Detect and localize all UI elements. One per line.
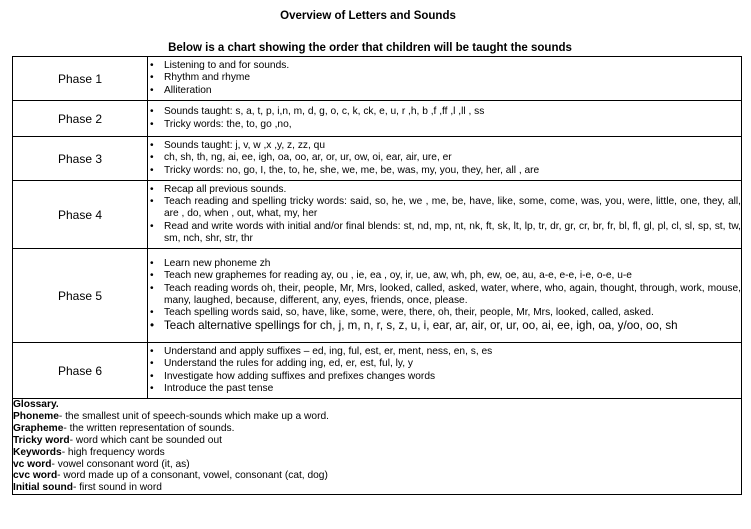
list-item: • ch, sh, th, ng, ai, ee, igh, oa, oo, ar, or, ur, ow, oi, ear, air, ure, er — [148, 152, 741, 164]
glossary-entry — [13, 447, 741, 459]
page-title: Overview of Letters and Sounds — [280, 10, 456, 22]
glossary-term: Grapheme — [13, 422, 64, 434]
list-item: • Investigate how adding suffixes and prefixes changes words — [148, 371, 741, 383]
list-item: • Teach alternative spellings for ch, j, m, n, r, s, z, u, i, ear, ar, air, or, ur, oo, ai, ee, igh, oa, y/oo, oo, sh — [148, 319, 741, 333]
glossary-term: vc word — [13, 458, 52, 470]
phase-content — [148, 249, 742, 343]
glossary-definition: - the smallest unit of speech-sounds which make up a word. — [58, 410, 329, 422]
list-item: • Understand and apply suffixes – ed, ing, ful, est, er, ment, ness, en, s, es — [148, 346, 741, 358]
phase-label: Phase 2 — [13, 101, 148, 137]
list-item: • Tricky words: the, to, go ,no, — [148, 119, 741, 131]
glossary-entry — [13, 411, 741, 423]
list-item: • Teach spelling words said, so, have, like, some, were, there, oh, their, people, Mr, Mrs, looked, called, asked. — [148, 307, 741, 319]
list-item: • Sounds taught: j, v, w ,x ,y, z, zz, qu — [148, 140, 741, 152]
glossary-entry — [13, 482, 741, 494]
phase-label: Phase 1 — [13, 57, 148, 101]
list-item: • Listening to and for sounds. — [148, 60, 741, 72]
chart-subtitle: Below is a chart showing the order that children will be taught the sounds — [168, 42, 572, 54]
glossary-row — [13, 399, 742, 495]
phase-content — [148, 181, 742, 249]
bullet-list — [148, 184, 741, 245]
phase-row-1 — [13, 57, 742, 101]
glossary-definition: - vowel consonant word (it, as) — [51, 458, 190, 470]
list-item: • Introduce the past tense — [148, 383, 741, 395]
glossary-entry — [13, 435, 741, 447]
phase-content — [148, 101, 742, 137]
glossary-entry — [13, 470, 741, 482]
glossary-entry — [13, 423, 741, 435]
phase-content — [148, 137, 742, 181]
phase-row-2 — [13, 101, 742, 137]
glossary-definition: - first sound in word — [73, 482, 162, 494]
list-item: • Alliteration — [148, 85, 741, 97]
bullet-list — [148, 258, 741, 333]
glossary-term: Keywords — [13, 446, 62, 458]
glossary-term: Tricky word — [13, 434, 70, 446]
phase-content — [148, 57, 742, 101]
glossary-term: Phoneme — [13, 410, 59, 422]
glossary-definition: - high frequency words — [61, 446, 165, 458]
phase-row-6 — [13, 343, 742, 399]
bullet-list — [148, 346, 741, 395]
list-item: • Sounds taught: s, a, t, p, i,n, m, d, g, o, c, k, ck, e, u, r ,h, b ,f ,ff ,l ,ll , ss — [148, 106, 741, 118]
list-item: • Recap all previous sounds. — [148, 184, 741, 196]
phase-label: Phase 5 — [13, 249, 148, 343]
glossary-entry — [13, 459, 741, 471]
glossary-term: cvc word — [13, 470, 58, 482]
list-item: • Learn new phoneme zh — [148, 258, 741, 270]
glossary-definition: - word made up of a consonant, vowel, consonant (cat, dog) — [57, 470, 328, 482]
bullet-list — [148, 60, 741, 97]
list-item: • Tricky words: no, go, I, the, to, he, she, we, me, be, was, my, you, they, her, all , are — [148, 165, 741, 177]
list-item: • Teach reading and spelling tricky words: said, so, he, we , me, be, have, like, some, come, was, you, were, little, one, they, all, are , do, when , out, what, my, her — [148, 196, 741, 220]
phase-content — [148, 343, 742, 399]
glossary-section — [13, 399, 742, 495]
glossary-definition: - word which cant be sounded out — [69, 434, 222, 446]
phase-row-3 — [13, 137, 742, 181]
list-item: • Rhythm and rhyme — [148, 72, 741, 84]
list-item: • Understand the rules for adding ing, ed, er, est, ful, ly, y — [148, 358, 741, 370]
phase-label: Phase 6 — [13, 343, 148, 399]
bullet-list — [148, 106, 741, 130]
phase-label: Phase 3 — [13, 137, 148, 181]
phonics-phase-table — [12, 56, 742, 495]
list-item: • Read and write words with initial and/or final blends: st, nd, mp, nt, nk, ft, sk, lt, lp, tr, dr, gr, cr, br, fr, bl, fl, gl, pl, cl, sl, sp, st, tw, sm, nch, shr, str, thr — [148, 221, 741, 245]
phase-label: Phase 4 — [13, 181, 148, 249]
list-item: • Teach new graphemes for reading ay, ou , ie, ea , oy, ir, ue, aw, wh, ph, ew, oe, au, a-e, e-e, i-e, o-e, u-e — [148, 270, 741, 282]
glossary-heading: Glossary. — [13, 399, 59, 410]
glossary-definition: - the written representation of sounds. — [63, 422, 235, 434]
bullet-list — [148, 140, 741, 177]
list-item: • Teach reading words oh, their, people, Mr, Mrs, looked, called, asked, water, where, who, again, thought, through, work, mouse, many, laughed, because, different, any, eyes, friends, once, please. — [148, 283, 741, 307]
phase-row-5 — [13, 249, 742, 343]
glossary-term: Initial sound — [13, 482, 73, 494]
phase-row-4 — [13, 181, 742, 249]
